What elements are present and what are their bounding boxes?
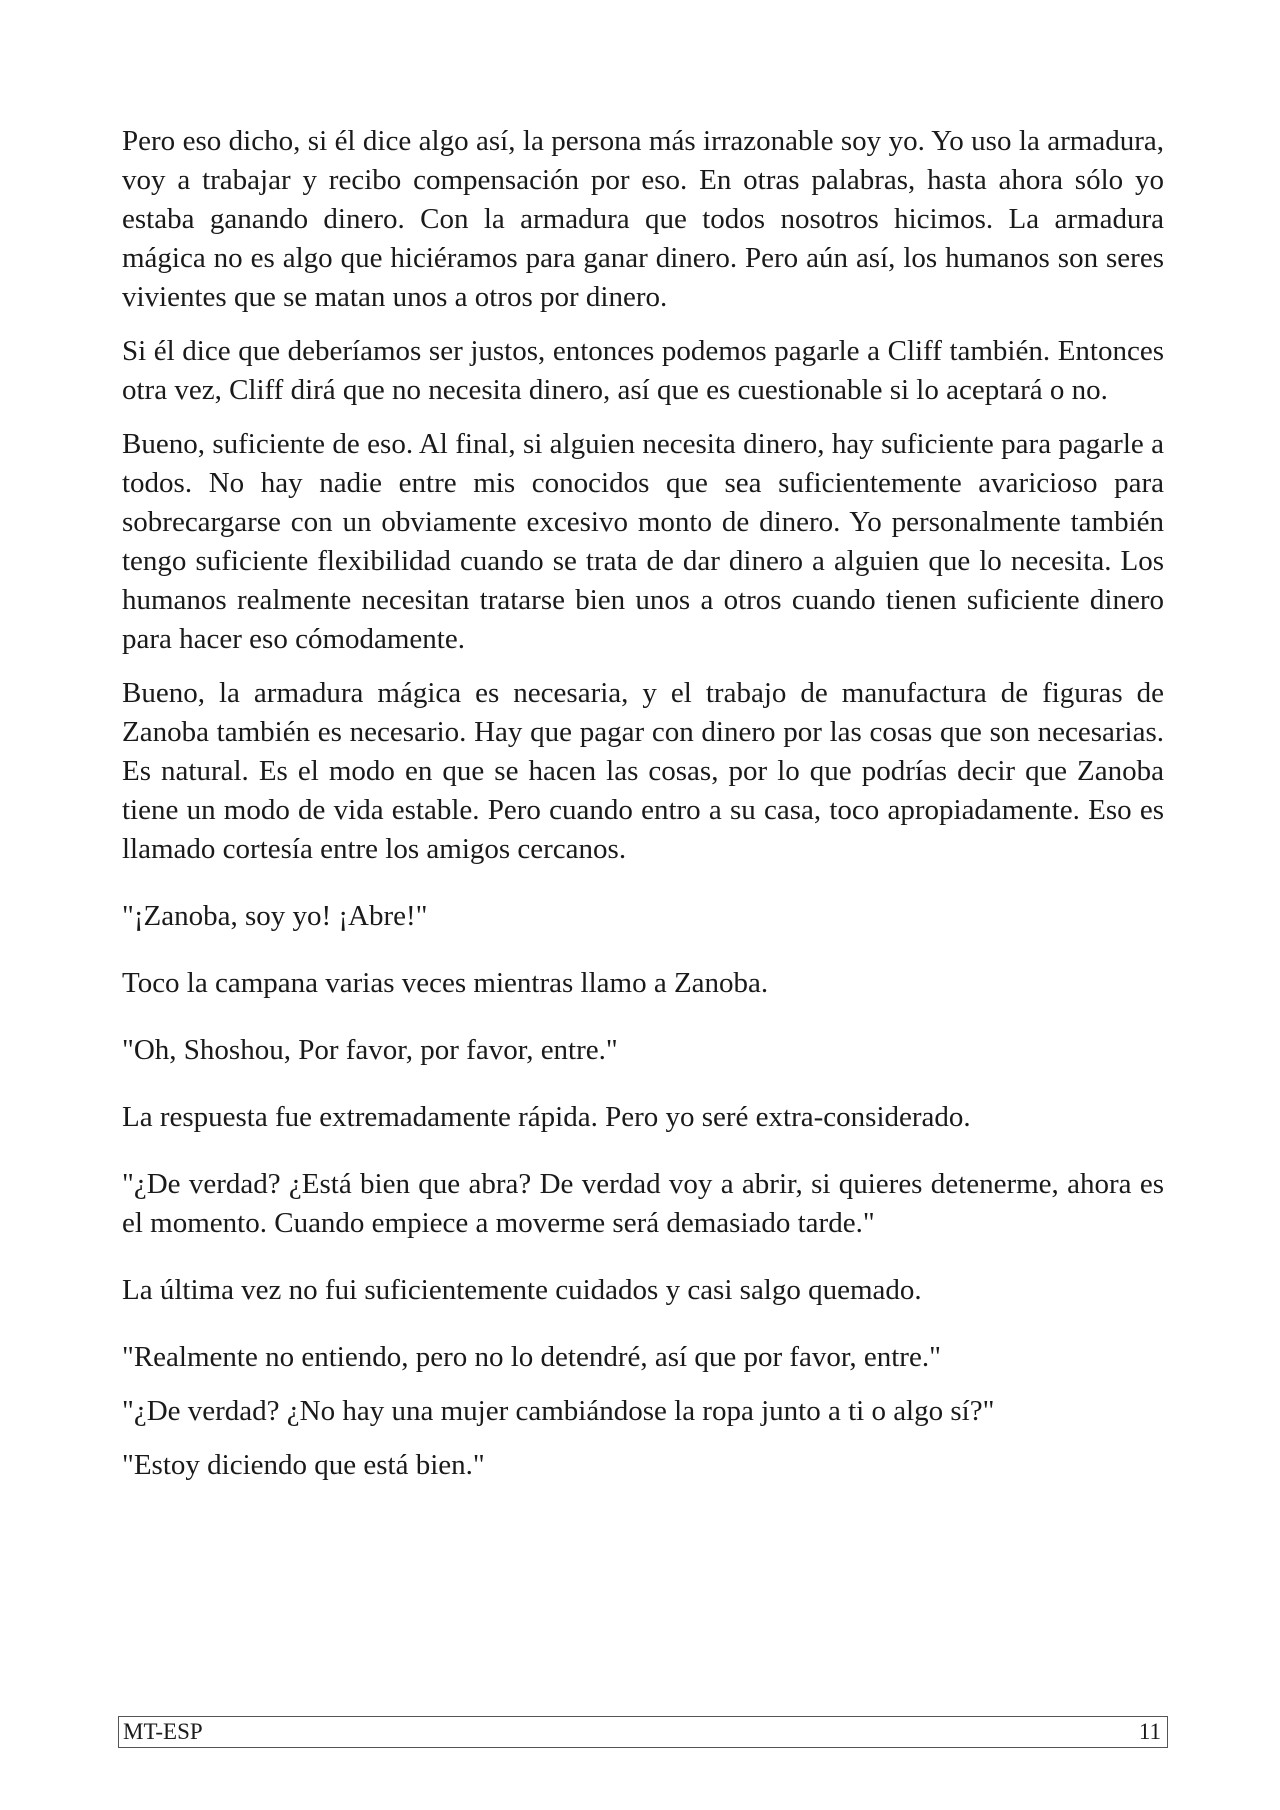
- dialogue-4: "Realmente no entiendo, pero no lo detendré, así que por favor, entre.": [122, 1341, 941, 1373]
- dialogue-1: "¡Zanoba, soy yo! ¡Abre!": [122, 900, 428, 932]
- dialogue-6: "Estoy diciendo que está bien.": [122, 1449, 485, 1481]
- paragraph-5: Toco la campana varias veces mientras llamo a Zanoba.: [122, 967, 769, 999]
- page-body: [122, 122, 1164, 1485]
- paragraph-3: Bueno, suficiente de eso. Al final, si alguien necesita dinero, hay suficiente para pagarle a todos. No hay nadie entre mis conocidos que sea suficientemente avaricioso para sobrecargarse con un obviamente excesivo monto de dinero. Yo personalmente también tengo suficiente flexibilidad cuando se trata de dar dinero a alguien que lo necesita. Los humanos realmente necesitan tratarse bien unos a otros cuando tienen suficiente dinero para hacer eso cómodamente.: [122, 428, 1164, 655]
- dialogue-3: "¿De verdad? ¿Está bien que abra? De verdad voy a abrir, si quieres detenerme, ahora es el momento. Cuando empiece a moverme será demasiado tarde.": [122, 1168, 1164, 1239]
- paragraph-7: La última vez no fui suficientemente cuidados y casi salgo quemado.: [122, 1274, 922, 1306]
- dialogue-5: "¿De verdad? ¿No hay una mujer cambiándose la ropa junto a ti o algo sí?": [122, 1395, 995, 1427]
- paragraph-6: La respuesta fue extremadamente rápida. Pero yo seré extra-considerado.: [122, 1101, 971, 1133]
- dialogue-2: "Oh, Shoshou, Por favor, por favor, entre.": [122, 1034, 618, 1066]
- paragraph-2: Si él dice que deberíamos ser justos, entonces podemos pagarle a Cliff también. Entonces otra vez, Cliff dirá que no necesita dinero, así que es cuestionable si lo aceptará o no.: [122, 335, 1164, 406]
- paragraph-4: Bueno, la armadura mágica es necesaria, y el trabajo de manufactura de figuras de Zanoba también es necesario. Hay que pagar con dinero por las cosas que son necesarias. Es natural. Es el modo en que se hacen las cosas, por lo que podrías decir que Zanoba tiene un modo de vida estable. Pero cuando entro a su casa, toco apropiadamente. Eso es llamado cortesía entre los amigos cercanos.: [122, 677, 1164, 865]
- page-footer: [118, 1716, 1168, 1748]
- paragraph-1: Pero eso dicho, si él dice algo así, la persona más irrazonable soy yo. Yo uso la armadura, voy a trabajar y recibo compensación por eso. En otras palabras, hasta ahora sólo yo estaba ganando dinero. Con la armadura que todos nosotros hicimos. La armadura mágica no es algo que hiciéramos para ganar dinero. Pero aún así, los humanos son seres vivientes que se matan unos a otros por dinero.: [122, 125, 1164, 313]
- page-number: 11: [1138, 1719, 1161, 1744]
- footer-label: MT-ESP: [123, 1719, 203, 1744]
